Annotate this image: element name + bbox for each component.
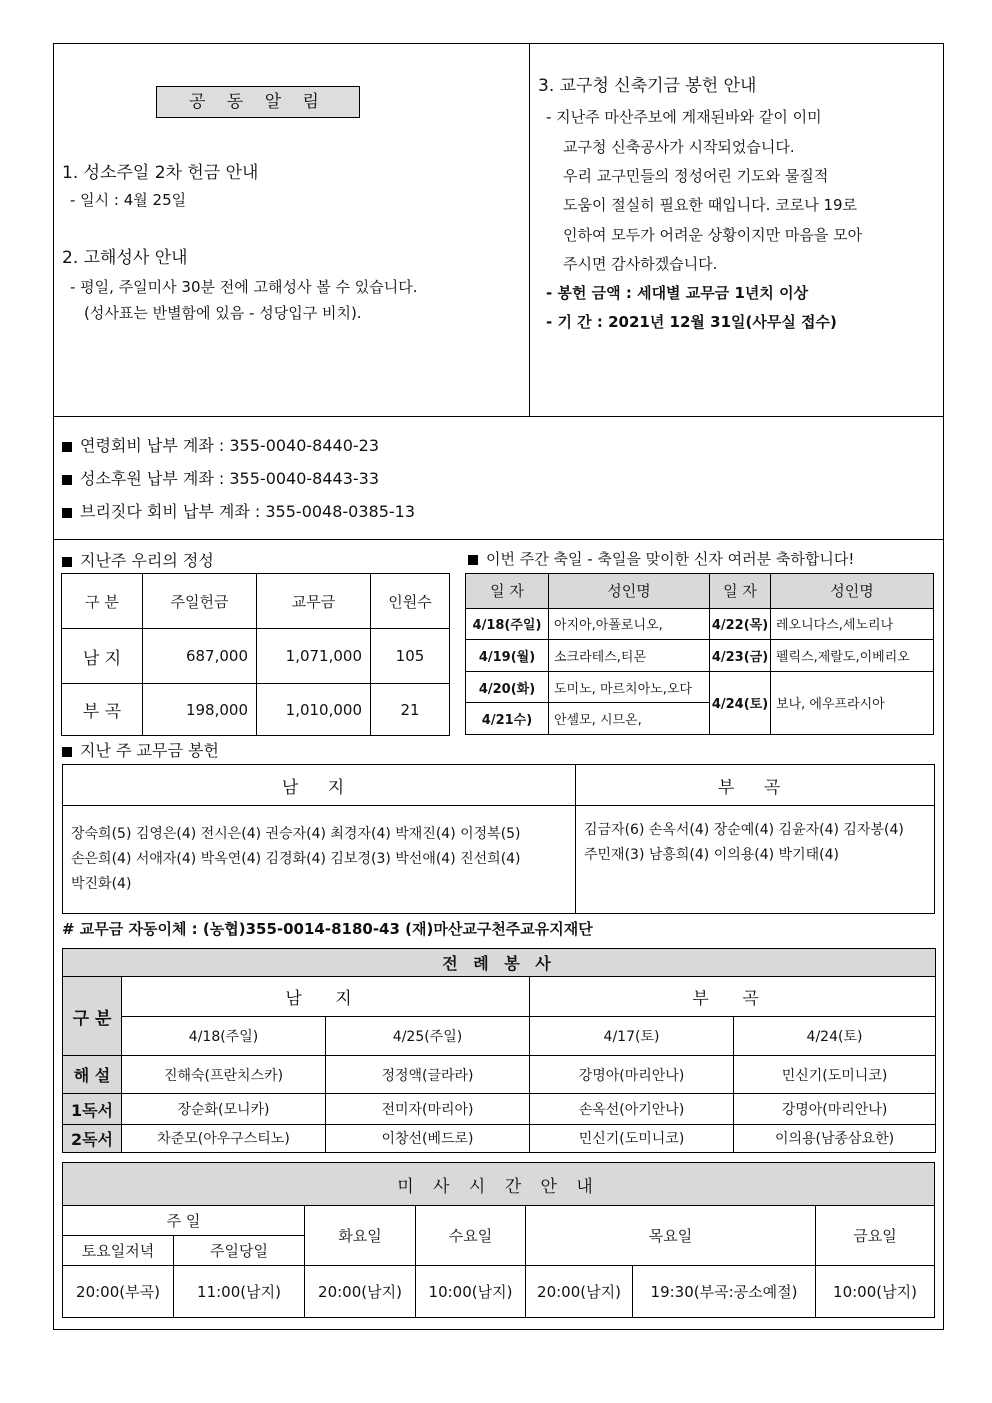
bullet-icon — [62, 557, 72, 567]
cell: 21 — [371, 684, 450, 736]
time-cell: 10:00(남지) — [416, 1266, 526, 1318]
s3-title: 3. 교구청 신축기금 봉헌 안내 — [538, 76, 757, 96]
dues-line: 손은희(4) 서애자(4) 박옥연(4) 김경화(4) 김보경(3) 박선애(4) 진선희(4) — [71, 851, 521, 867]
bullet-icon — [62, 508, 72, 518]
header-cell: 교무금 — [257, 574, 371, 629]
s3-line: 우리 교구민들의 정성어린 기도와 물질적 — [563, 167, 829, 185]
s3-amount: - 봉헌 금액 : 세대별 교무금 1년치 이상 — [546, 284, 809, 302]
cell: 진해숙(프란치스카) — [122, 1056, 326, 1094]
header-cell: 성인명 — [549, 574, 710, 609]
dues-line: 박진화(4) — [71, 876, 132, 892]
header-cell: 일 자 — [710, 574, 771, 609]
names-cell: 소크라테스,티몬 — [549, 640, 710, 672]
header-cell: 구 분 — [63, 977, 122, 1056]
row-label: 남 지 — [62, 629, 143, 684]
table-row — [466, 608, 934, 640]
account-line — [62, 466, 379, 489]
table-row — [63, 1056, 936, 1094]
s3-line: 교구청 신축공사가 시작되었습니다. — [563, 138, 795, 156]
cell: 전미자(마리아) — [326, 1094, 530, 1124]
table-row — [63, 1266, 935, 1318]
offering-table — [61, 573, 450, 736]
s2-title: 2. 고해성사 안내 — [62, 248, 188, 268]
accounts-section — [54, 416, 943, 540]
header-cell: 수요일 — [416, 1206, 526, 1266]
account-text: 연령회비 납부 계좌 : 355-0040-8440-23 — [80, 436, 380, 455]
time-cell: 10:00(남지) — [816, 1266, 935, 1318]
header-cell: 주 일 — [63, 1206, 305, 1236]
table-row — [63, 1094, 936, 1124]
row-label: 부 곡 — [62, 684, 143, 736]
bulletin-page — [53, 43, 944, 1330]
bullet-icon — [62, 442, 72, 452]
names-cell: 아지아,아폴로니오, — [549, 608, 710, 640]
date-cell: 4/25(주일) — [326, 1016, 530, 1055]
s3-line: 주시면 감사하겠습니다. — [563, 255, 718, 273]
time-cell: 20:00(남지) — [305, 1266, 416, 1318]
role-cell: 해 설 — [63, 1056, 122, 1094]
time-cell: 19:30(부곡:공소예절) — [633, 1266, 816, 1318]
table-row — [62, 684, 450, 736]
dues-line: 주민재(3) 남흥희(4) 이의용(4) 박기태(4) — [584, 847, 839, 863]
offering-title — [62, 548, 214, 571]
header-cell: 주일당일 — [174, 1236, 305, 1266]
feast-title-text: 이번 주간 축일 - 축일을 맞이한 신자 여러분 축하합니다! — [486, 550, 855, 568]
cell: 1,010,000 — [257, 684, 371, 736]
bugok-dues — [576, 806, 935, 914]
cell: 1,071,000 — [257, 629, 371, 684]
names-cell: 보나, 에우프라시아 — [771, 671, 934, 734]
header-cell: 목요일 — [526, 1206, 816, 1266]
date-cell: 4/18(주일) — [122, 1016, 326, 1055]
notice-section — [54, 44, 943, 417]
cell: 민신기(도미니코) — [734, 1056, 936, 1094]
mass-table — [62, 1162, 935, 1318]
names-cell: 레오니다스,세노리나 — [771, 608, 934, 640]
divider — [529, 44, 530, 416]
table-row — [466, 640, 934, 672]
s1-line: - 일시 : 4월 25일 — [70, 191, 187, 209]
table-row — [62, 629, 450, 684]
cell: 민신기(도미니코) — [530, 1124, 734, 1152]
names-cell: 안셀모, 시므온, — [549, 703, 710, 735]
cell: 이의용(남종삼요한) — [734, 1124, 936, 1152]
mass-title: 미 사 시 간 안 내 — [63, 1163, 935, 1206]
s2-line2: (성사표는 반별함에 있음 - 성당입구 비치). — [84, 304, 362, 322]
header-cell: 남 지 — [63, 765, 576, 806]
header-cell: 구 분 — [62, 574, 143, 629]
date-cell: 4/21수) — [466, 703, 549, 735]
role-cell: 2독서 — [63, 1124, 122, 1152]
s3-line: - 지난주 마산주보에 게재된바와 같이 이미 — [546, 108, 822, 126]
date-cell: 4/22(목) — [710, 608, 771, 640]
cell: 198,000 — [143, 684, 257, 736]
account-line — [62, 433, 379, 456]
date-cell: 4/23(금) — [710, 640, 771, 672]
cell: 강명아(마리안나) — [530, 1056, 734, 1094]
dues-line: 장숙희(5) 김영은(4) 전시은(4) 권승자(4) 최경자(4) 박재진(4) 이정복(5) — [71, 826, 521, 842]
cell: 이창선(베드로) — [326, 1124, 530, 1152]
cell: 강명아(마리안나) — [734, 1094, 936, 1124]
dues-title — [62, 738, 219, 761]
header-cell: 남 지 — [122, 977, 530, 1016]
liturgy-table — [62, 948, 936, 1153]
cell: 정정액(글라라) — [326, 1056, 530, 1094]
header-cell: 성인명 — [771, 574, 934, 609]
cell: 장순화(모니카) — [122, 1094, 326, 1124]
header-cell: 화요일 — [305, 1206, 416, 1266]
role-cell: 1독서 — [63, 1094, 122, 1124]
date-cell: 4/24(토) — [734, 1016, 936, 1055]
header-cell: 금요일 — [816, 1206, 935, 1266]
cell: 손옥선(아기안나) — [530, 1094, 734, 1124]
account-line — [62, 499, 415, 522]
feast-table — [465, 573, 934, 735]
offering-title-text: 지난주 우리의 정성 — [80, 551, 214, 570]
feast-title — [468, 548, 854, 569]
header-cell: 토요일저녁 — [63, 1236, 174, 1266]
s2-line1: - 평일, 주일미사 30분 전에 고해성사 볼 수 있습니다. — [70, 278, 418, 296]
header-cell: 주일헌금 — [143, 574, 257, 629]
table-row — [63, 1124, 936, 1152]
account-text: 브리짓다 회비 납부 계좌 : 355-0048-0385-13 — [80, 502, 416, 521]
s3-line: 도움이 절실히 필요한 때입니다. 코로나 19로 — [563, 196, 858, 214]
account-text: 성소후원 납부 계좌 : 355-0040-8443-33 — [80, 469, 380, 488]
s3-line: 인하여 모두가 어려운 상황이지만 마음을 모아 — [563, 226, 863, 244]
date-cell: 4/24(토) — [710, 671, 771, 734]
dues-title-text: 지난 주 교무금 봉헌 — [80, 741, 219, 760]
bullet-icon — [62, 747, 72, 757]
dues-line: 김금자(6) 손옥서(4) 장순예(4) 김윤자(4) 김자봉(4) — [584, 822, 904, 838]
notice-title: 공 동 알 림 — [156, 86, 360, 118]
s1-title: 1. 성소주일 2차 헌금 안내 — [62, 163, 259, 183]
bullet-icon — [62, 475, 72, 485]
cell: 687,000 — [143, 629, 257, 684]
header-cell: 부 곡 — [576, 765, 935, 806]
bullet-icon — [468, 555, 478, 565]
liturgy-title: 전 례 봉 사 — [63, 949, 936, 977]
date-cell: 4/18(주일) — [466, 608, 549, 640]
names-cell: 도미노, 마르치아노,오다 — [549, 671, 710, 703]
time-cell: 11:00(남지) — [174, 1266, 305, 1318]
s3-period: - 기 간 : 2021년 12월 31일(사무실 접수) — [546, 313, 837, 331]
time-cell: 20:00(남지) — [526, 1266, 633, 1318]
cell: 차준모(아우구스티노) — [122, 1124, 326, 1152]
dues-table — [62, 764, 935, 914]
header-cell: 부 곡 — [530, 977, 936, 1016]
table-row — [466, 671, 934, 703]
names-cell: 펠릭스,제랄도,이베리오 — [771, 640, 934, 672]
cell: 105 — [371, 629, 450, 684]
date-cell: 4/20(화) — [466, 671, 549, 703]
header-cell: 일 자 — [466, 574, 549, 609]
transfer-note: # 교무금 자동이체 : (농협)355-0014-8180-43 (재)마산교구천주교유지재단 — [62, 920, 593, 938]
date-cell: 4/17(토) — [530, 1016, 734, 1055]
header-cell: 인원수 — [371, 574, 450, 629]
namji-dues — [63, 806, 576, 914]
date-cell: 4/19(월) — [466, 640, 549, 672]
time-cell: 20:00(부곡) — [63, 1266, 174, 1318]
